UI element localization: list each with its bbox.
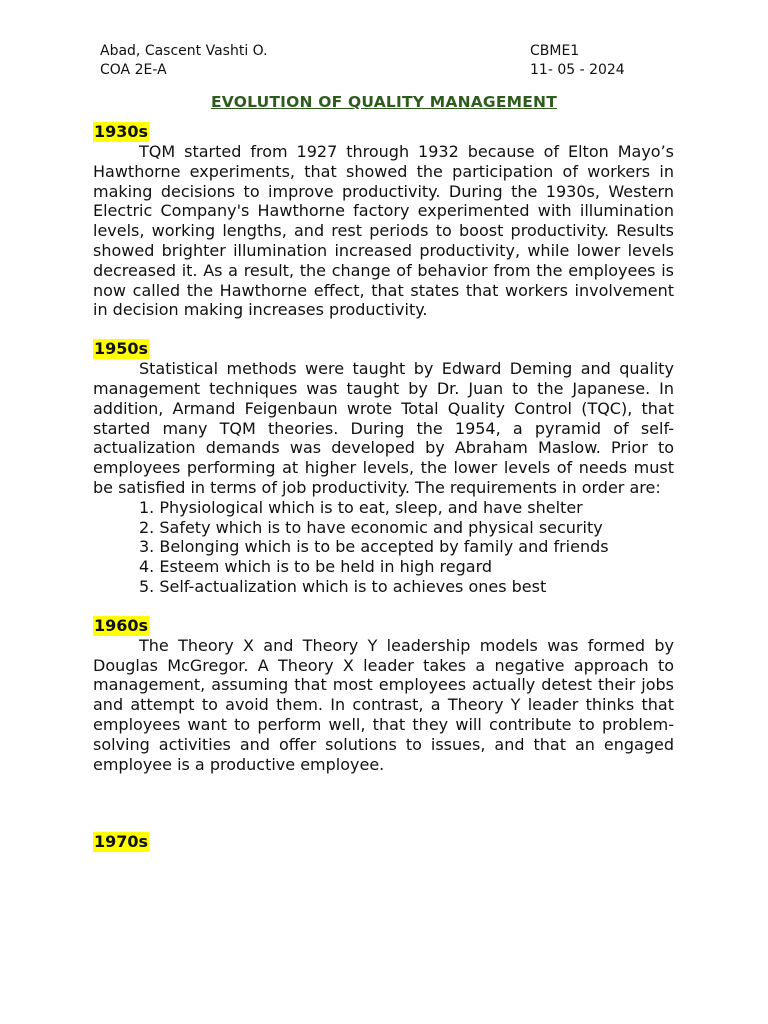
list-item: 5. Self-actualization which is to achieves ones best xyxy=(139,576,547,596)
section-1930s xyxy=(93,122,674,320)
section-1970s xyxy=(93,832,674,852)
paragraph-1960s: The Theory X and Theory Y leadership models was formed by Douglas McGregor. A Theory X leader takes a negative approach to management, assuming that most employees actually detest their jobs and attempt to avoid them. In contrast, a Theory Y leader thinks that employees want to perform well, that they will contribute to problem-solving activities and offer solutions to issues, and that an engaged employee is a productive employee. xyxy=(93,635,674,774)
section-heading-1970s: 1970s xyxy=(94,832,149,852)
course-code: CBME1 xyxy=(530,43,580,59)
list-item: 4. Esteem which is to be held in high regard xyxy=(139,557,493,577)
document-date: 11- 05 - 2024 xyxy=(530,62,625,78)
document-title: EVOLUTION OF QUALITY MANAGEMENT xyxy=(210,93,558,111)
header-right xyxy=(530,42,625,80)
needs-list xyxy=(93,498,674,597)
paragraph-1930s: TQM started from 1927 through 1932 because of Elton Mayo’s Hawthorne experiments, that showed the participation of workers in making decisions to improve productivity. During the 1930s, Western Electric Company's Hawthorne factory experimented with illumination levels, working lengths, and rest periods to boost productivity. Results showed brighter illumination increased productivity, while lower levels decreased it. As a result, the change of behavior from the employees is now called the Hawthorne effect, that states that workers involvement in decision making increases productivity. xyxy=(93,142,674,320)
list-item: 2. Safety which is to have economic and physical security xyxy=(139,517,603,537)
document-body xyxy=(93,122,674,852)
section-heading-1960s: 1960s xyxy=(94,615,149,635)
header-left xyxy=(100,42,268,80)
section-1960s xyxy=(93,616,674,775)
student-name: Abad, Cascent Vashti O. xyxy=(100,43,268,59)
list-item: 3. Belonging which is to be accepted by family and friends xyxy=(139,537,609,557)
paragraph-1950s: Statistical methods were taught by Edward Deming and quality management techniques was taught by Dr. Juan to the Japanese. In addition, Armand Feigenbaun wrote Total Quality Control (TQC), that started many TQM theories. During the 1954, a pyramid of self-actualization demands was developed by Abraham Maslow. Prior to employees performing at higher levels, the lower levels of needs must be satisfied in terms of job productivity. The requirements in order are: xyxy=(93,359,674,497)
section-heading-1950s: 1950s xyxy=(94,339,149,359)
student-class: COA 2E-A xyxy=(100,62,167,78)
section-heading-1930s: 1930s xyxy=(94,122,149,141)
section-1950s xyxy=(93,339,674,597)
list-item: 1. Physiological which is to eat, sleep, and have shelter xyxy=(139,497,583,517)
